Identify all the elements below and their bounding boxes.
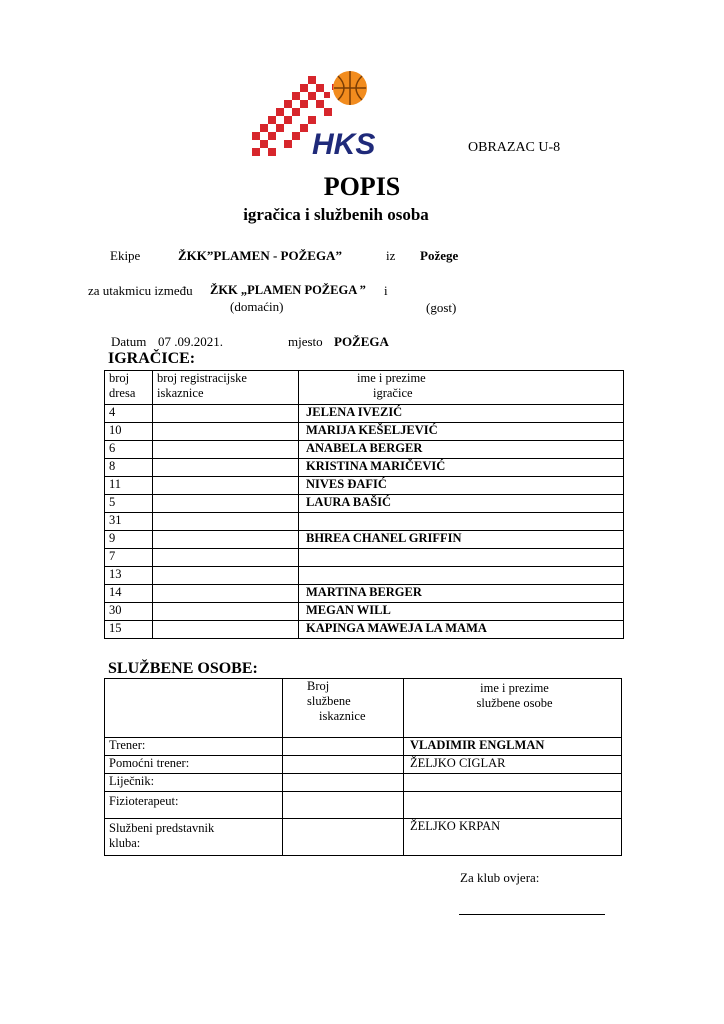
player-row xyxy=(105,585,624,603)
col-name-header: ime i prezime igračice xyxy=(299,371,624,405)
home-label: (domaćin) xyxy=(230,299,284,314)
player-name[interactable]: NIVES ĐAFIĆ xyxy=(299,477,624,495)
hks-logo xyxy=(246,66,416,162)
player-reg[interactable] xyxy=(153,423,299,441)
player-row xyxy=(105,495,624,513)
official-id[interactable] xyxy=(283,738,404,756)
officials-heading: SLUŽBENE OSOBE: xyxy=(108,660,258,677)
player-number[interactable]: 31 xyxy=(105,513,153,531)
team-label: Ekipe xyxy=(110,248,141,263)
official-role: Fizioterapeut: xyxy=(105,792,283,819)
players-table xyxy=(104,370,624,639)
player-name[interactable]: MARIJA KEŠELJEVIĆ xyxy=(299,423,624,441)
player-row xyxy=(105,621,624,639)
page-title: POPIS xyxy=(323,172,401,201)
official-role: Liječnik: xyxy=(105,774,283,792)
officials-header-row xyxy=(105,679,622,738)
official-row xyxy=(105,819,622,856)
official-name[interactable]: ŽELJKO CIGLAR xyxy=(404,756,622,774)
place-label: mjesto xyxy=(288,334,323,349)
player-name[interactable] xyxy=(299,513,624,531)
from-label: iz xyxy=(386,248,396,263)
player-row xyxy=(105,441,624,459)
player-name[interactable]: MEGAN WILL xyxy=(299,603,624,621)
player-name[interactable] xyxy=(299,567,624,585)
player-number[interactable]: 4 xyxy=(105,405,153,423)
date-label: Datum xyxy=(111,334,147,349)
form-code: OBRAZAC U-8 xyxy=(468,140,561,155)
page-subtitle: igračica i službenih osoba xyxy=(243,205,429,224)
player-number[interactable]: 7 xyxy=(105,549,153,567)
official-id[interactable] xyxy=(283,774,404,792)
guest-label: (gost) xyxy=(426,300,457,315)
official-id[interactable] xyxy=(283,819,404,856)
official-row xyxy=(105,756,622,774)
verify-label: Za klub ovjera: xyxy=(460,870,540,885)
player-row xyxy=(105,405,624,423)
player-name[interactable]: JELENA IVEZIĆ xyxy=(299,405,624,423)
player-name[interactable]: ANABELA BERGER xyxy=(299,441,624,459)
match-connector: i xyxy=(384,283,388,298)
player-number[interactable]: 11 xyxy=(105,477,153,495)
player-reg[interactable] xyxy=(153,549,299,567)
official-name[interactable] xyxy=(404,792,622,819)
players-heading: IGRAČICE: xyxy=(108,350,196,367)
player-row xyxy=(105,603,624,621)
player-name[interactable]: BHREA CHANEL GRIFFIN xyxy=(299,531,624,549)
player-row xyxy=(105,549,624,567)
col-name-header: ime i prezime službene osobe xyxy=(404,679,622,738)
official-name[interactable]: VLADIMIR ENGLMAN xyxy=(404,738,622,756)
official-role: Službeni predstavnik kluba: xyxy=(105,819,283,856)
official-name[interactable]: ŽELJKO KRPAN xyxy=(404,819,622,856)
player-reg[interactable] xyxy=(153,603,299,621)
player-number[interactable]: 8 xyxy=(105,459,153,477)
home-team: ŽKK „PLAMEN POŽEGA ” xyxy=(210,283,366,297)
player-name[interactable]: KRISTINA MARIČEVIĆ xyxy=(299,459,624,477)
match-date: 07 .09.2021. xyxy=(158,334,223,349)
team-name: ŽKK”PLAMEN - POŽEGA” xyxy=(178,248,342,263)
player-row xyxy=(105,567,624,585)
player-reg[interactable] xyxy=(153,621,299,639)
official-role: Trener: xyxy=(105,738,283,756)
player-reg[interactable] xyxy=(153,477,299,495)
signature-line[interactable] xyxy=(459,914,605,915)
player-number[interactable]: 10 xyxy=(105,423,153,441)
player-reg[interactable] xyxy=(153,405,299,423)
players-header-row xyxy=(105,371,624,405)
player-number[interactable]: 5 xyxy=(105,495,153,513)
player-row xyxy=(105,531,624,549)
col-id-header: Broj službene iskaznice xyxy=(283,679,404,738)
player-reg[interactable] xyxy=(153,459,299,477)
official-id[interactable] xyxy=(283,756,404,774)
match-label: za utakmicu između xyxy=(88,283,193,298)
player-row xyxy=(105,513,624,531)
player-row xyxy=(105,477,624,495)
player-reg[interactable] xyxy=(153,531,299,549)
team-city: Požege xyxy=(420,248,459,263)
player-number[interactable]: 15 xyxy=(105,621,153,639)
col-role-header xyxy=(105,679,283,738)
player-reg[interactable] xyxy=(153,585,299,603)
match-place: POŽEGA xyxy=(334,334,389,349)
official-role: Pomoćni trener: xyxy=(105,756,283,774)
player-row xyxy=(105,423,624,441)
official-row xyxy=(105,738,622,756)
player-name[interactable]: MARTINA BERGER xyxy=(299,585,624,603)
player-number[interactable]: 14 xyxy=(105,585,153,603)
player-number[interactable]: 9 xyxy=(105,531,153,549)
officials-table xyxy=(104,678,622,856)
player-number[interactable]: 13 xyxy=(105,567,153,585)
player-number[interactable]: 6 xyxy=(105,441,153,459)
official-name[interactable] xyxy=(404,774,622,792)
player-reg[interactable] xyxy=(153,567,299,585)
player-reg[interactable] xyxy=(153,513,299,531)
col-number-header: broj dresa xyxy=(105,371,153,405)
player-name[interactable] xyxy=(299,549,624,567)
official-row xyxy=(105,774,622,792)
player-name[interactable]: KAPINGA MAWEJA LA MAMA xyxy=(299,621,624,639)
col-reg-header: broj registracijske iskaznice xyxy=(153,371,299,405)
player-reg[interactable] xyxy=(153,441,299,459)
player-number[interactable]: 30 xyxy=(105,603,153,621)
player-row xyxy=(105,459,624,477)
official-row xyxy=(105,792,622,819)
official-id[interactable] xyxy=(283,792,404,819)
logo-text: HKS xyxy=(312,128,376,161)
player-reg[interactable] xyxy=(153,495,299,513)
player-name[interactable]: LAURA BAŠIĆ xyxy=(299,495,624,513)
